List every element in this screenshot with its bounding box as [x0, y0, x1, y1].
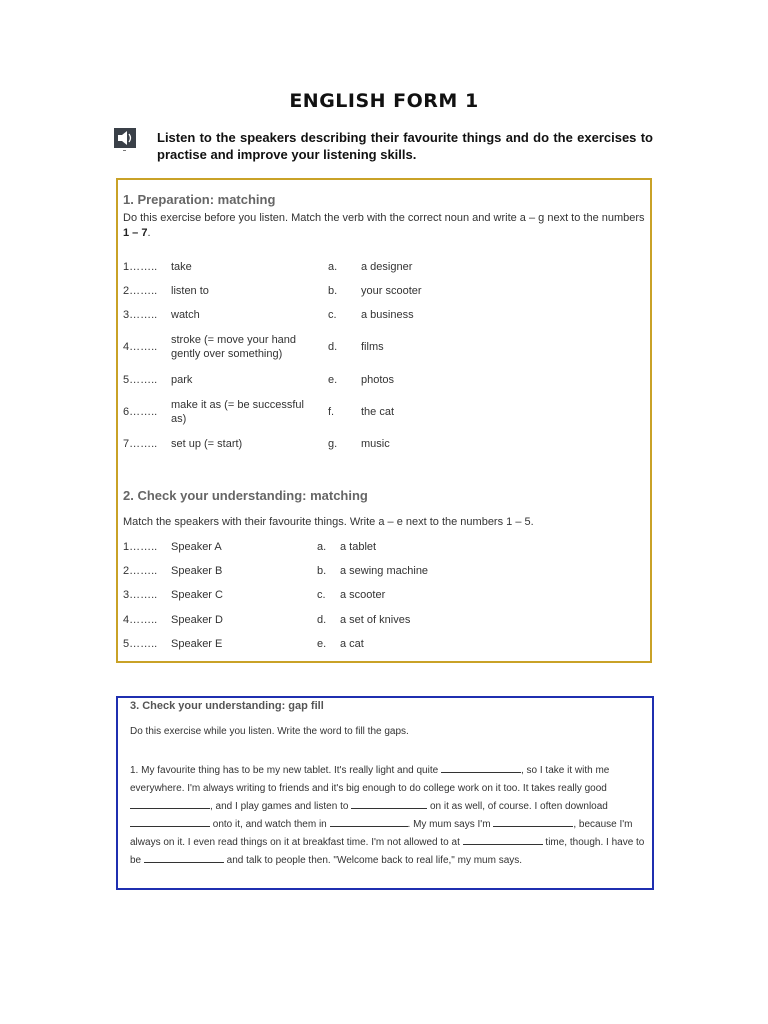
noun-label: your scooter [361, 285, 422, 297]
verb-label: stroke (= move your hand gently over something) [171, 334, 297, 360]
verb-label: make it as (= be successful as) [171, 399, 304, 425]
noun-label: the cat [361, 406, 395, 418]
option-letter: g. [328, 438, 338, 450]
option-letter: c. [317, 589, 326, 601]
gap-blank[interactable] [130, 816, 210, 827]
section3-heading: 3. Check your understanding: gap fill [130, 700, 324, 712]
option-letter: e. [328, 374, 338, 386]
option-letter: d. [328, 341, 338, 353]
answer-slot[interactable]: 1…….. [123, 541, 158, 553]
answer-slot[interactable]: 6…….. [123, 406, 158, 418]
speaker-label: Speaker C [171, 589, 223, 601]
verb-label: park [171, 374, 193, 386]
section3-instruction: Do this exercise while you listen. Write the word to fill the gaps. [130, 726, 409, 737]
thing-label: a cat [340, 638, 364, 650]
section1-instruction: Do this exercise before you listen. Match the verb with the correct noun and write a – g next to the numbers 1 – 7. [123, 212, 645, 239]
answer-slot[interactable]: 2…….. [123, 285, 158, 297]
gap-blank[interactable] [441, 762, 521, 773]
noun-label: a business [361, 309, 414, 321]
gap-blank[interactable] [351, 798, 427, 809]
option-letter: c. [328, 309, 337, 321]
gap-blank[interactable] [493, 816, 573, 827]
thing-label: a tablet [340, 541, 377, 553]
option-letter: f. [328, 406, 335, 418]
answer-slot[interactable]: 3…….. [123, 309, 158, 321]
speaker-label: Speaker A [171, 541, 222, 553]
gap-blank[interactable] [144, 852, 224, 863]
option-letter: a. [317, 541, 327, 553]
noun-label: a designer [361, 261, 413, 273]
page-title: ENGLISH FORM 1 [289, 90, 479, 112]
option-letter: a. [328, 261, 338, 273]
speaker-label: Speaker E [171, 638, 223, 650]
option-letter: e. [317, 638, 327, 650]
exercise-box-gap-fill [116, 696, 654, 890]
section2-instruction: Match the speakers with their favourite things. Write a – e next to the numbers 1 – 5. [123, 516, 534, 528]
option-letter: b. [328, 285, 338, 297]
noun-label: films [361, 341, 384, 353]
thing-label: a scooter [340, 589, 386, 601]
gap-fill-paragraph: 1. My favourite thing has to be my new tablet. It's really light and quite , so I take it with me everywhere. I'm always writing to friends and it's big enough to do college work on it too. It takes really good , and I play games and listen to on it as well, of course. I often download onto it, and watch them in . My mum says I'm , because I'm always on it. I even read things on it at breakfast time. I'm not allowed to at time, though. I have to be and talk to people then. "Welcome back to real life," my mum says. [130, 762, 646, 870]
section1-heading: 1. Preparation: matching [123, 192, 276, 207]
intro-text: Listen to the speakers describing their favourite things and do the exercises to practise and improve your listening skills. [157, 130, 653, 162]
option-letter: b. [317, 565, 327, 577]
noun-label: photos [361, 374, 395, 386]
verb-label: set up (= start) [171, 438, 243, 450]
speaker-label: Speaker D [171, 614, 223, 626]
option-letter: d. [317, 614, 327, 626]
verb-label: listen to [171, 285, 209, 297]
section2-heading: 2. Check your understanding: matching [123, 488, 368, 503]
gap-blank[interactable] [463, 834, 543, 845]
speaker-label: Speaker B [171, 565, 223, 577]
verb-label: take [171, 261, 192, 273]
thing-label: a set of knives [340, 614, 411, 626]
answer-slot[interactable]: 2…….. [123, 565, 158, 577]
gap-blank[interactable] [330, 816, 408, 827]
verb-label: watch [171, 309, 200, 321]
answer-slot[interactable]: 3…….. [123, 589, 158, 601]
answer-slot[interactable]: 1…….. [123, 261, 158, 273]
speaker-icon[interactable] [114, 128, 136, 152]
answer-slot[interactable]: 7…….. [123, 438, 158, 450]
thing-label: a sewing machine [340, 565, 429, 577]
exercise-box-matching [116, 178, 652, 663]
gap-blank[interactable] [130, 798, 210, 809]
answer-slot[interactable]: 4…….. [123, 341, 158, 353]
answer-slot[interactable]: 4…….. [123, 614, 158, 626]
answer-slot[interactable]: 5…….. [123, 374, 158, 386]
noun-label: music [361, 438, 390, 450]
answer-slot[interactable]: 5…….. [123, 638, 158, 650]
